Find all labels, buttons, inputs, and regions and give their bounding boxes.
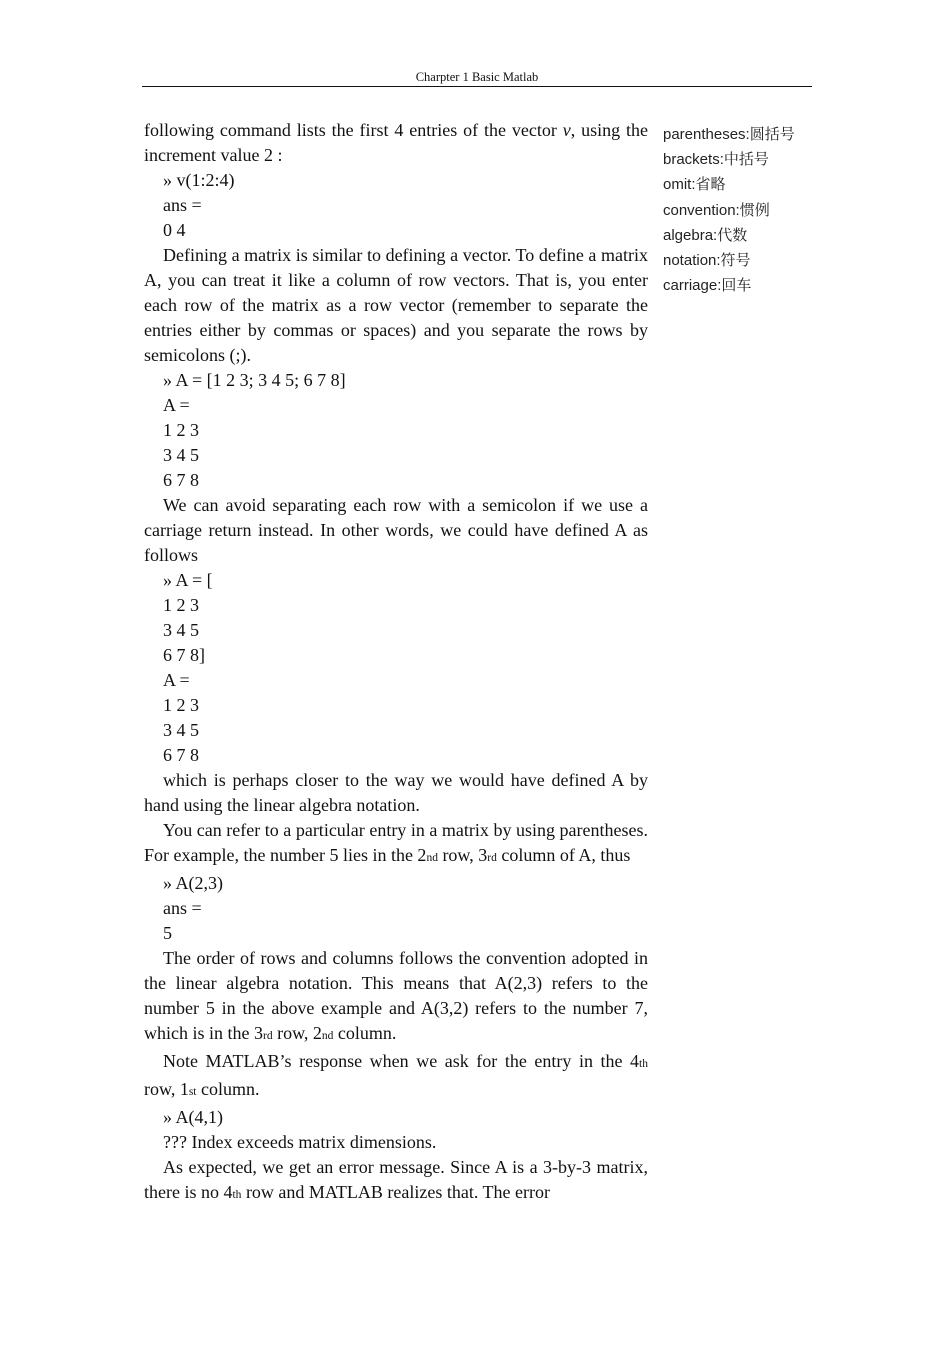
code-line: 6 7 8] (163, 645, 205, 665)
ordinal-suffix: nd (321, 1030, 334, 1042)
ordinal-suffix: rd (487, 852, 497, 864)
ordinal-suffix: st (188, 1086, 197, 1098)
code-line: » A = [1 2 3; 3 4 5; 6 7 8] (163, 370, 346, 390)
vector-variable: v (562, 120, 571, 140)
header-title: Charpter 1 Basic Matlab (415, 70, 539, 84)
margin-glossary (663, 122, 823, 298)
ordinal-suffix: nd (426, 852, 438, 864)
ordinal-suffix: rd (263, 1030, 273, 1042)
code-line: 5 (163, 923, 172, 943)
code-line: A = (163, 670, 190, 690)
paragraph-3: We can avoid separating each row with a semicolon if we use a carriage return instead. In other words, we could have defined A as follows (144, 495, 648, 565)
code-line: 3 4 5 (163, 620, 199, 640)
glossary-entry: parentheses:圆括号 (663, 126, 795, 143)
paragraph-1: following command lists the first 4 entries of the vector v, using the increment value 2 : (144, 120, 648, 165)
paragraph-5: You can refer to a particular entry in a matrix by using parentheses. For example, the number 5 lies in the 2nd row, 3rd column of A, thus (144, 820, 648, 865)
code-line: 6 7 8 (163, 470, 199, 490)
code-line: 3 4 5 (163, 720, 199, 740)
code-line: ans = (163, 898, 202, 918)
glossary-entry: algebra:代数 (663, 226, 748, 244)
code-line: 6 7 8 (163, 745, 199, 765)
code-line: A = (163, 395, 190, 415)
code-line: 1 2 3 (163, 595, 199, 615)
glossary-entry: notation:符号 (663, 252, 751, 270)
code-line: 0 4 (163, 220, 186, 240)
body-text (144, 118, 648, 1208)
paragraph-8: As expected, we get an error message. Since A is a 3-by-3 matrix, there is no 4th row and MATLAB realizes that. The error (144, 1157, 648, 1202)
code-line: » A = [ (163, 570, 213, 590)
glossary-entry: convention:惯例 (663, 201, 770, 219)
paragraph-2: Defining a matrix is similar to defining a vector. To define a matrix A, you can treat it like a column of row vectors. That is, you enter each row of the matrix as a row vector (remember to separate the entries either by commas or spaces) and you separate the rows by semicolons (;). (144, 245, 648, 365)
code-line: 3 4 5 (163, 445, 199, 465)
paragraph-6: The order of rows and columns follows the convention adopted in the linear algebra notation. This means that A(2,3) refers to the number 5 in the above example and A(3,2) refers to the number 7, which is in the 3rd row, 2nd column. (144, 948, 648, 1043)
code-line: » v(1:2:4) (163, 170, 235, 190)
running-header (142, 68, 812, 87)
code-line: 1 2 3 (163, 695, 199, 715)
paragraph-4: which is perhaps closer to the way we would have defined A by hand using the linear algebra notation. (144, 770, 648, 815)
paragraph-7: Note MATLAB’s response when we ask for the entry in the 4th row, 1st column. (144, 1051, 648, 1099)
ordinal-suffix: th (639, 1058, 648, 1070)
glossary-entry: carriage:回车 (663, 277, 752, 295)
code-line: 1 2 3 (163, 420, 199, 440)
ordinal-suffix: th (232, 1189, 242, 1201)
glossary-entry: brackets:中括号 (663, 151, 769, 169)
code-line: » A(2,3) (163, 873, 223, 893)
code-line: ??? Index exceeds matrix dimensions. (163, 1132, 437, 1152)
glossary-entry: omit:省略 (663, 176, 726, 194)
code-line: » A(4,1) (163, 1107, 223, 1127)
code-line: ans = (163, 195, 202, 215)
